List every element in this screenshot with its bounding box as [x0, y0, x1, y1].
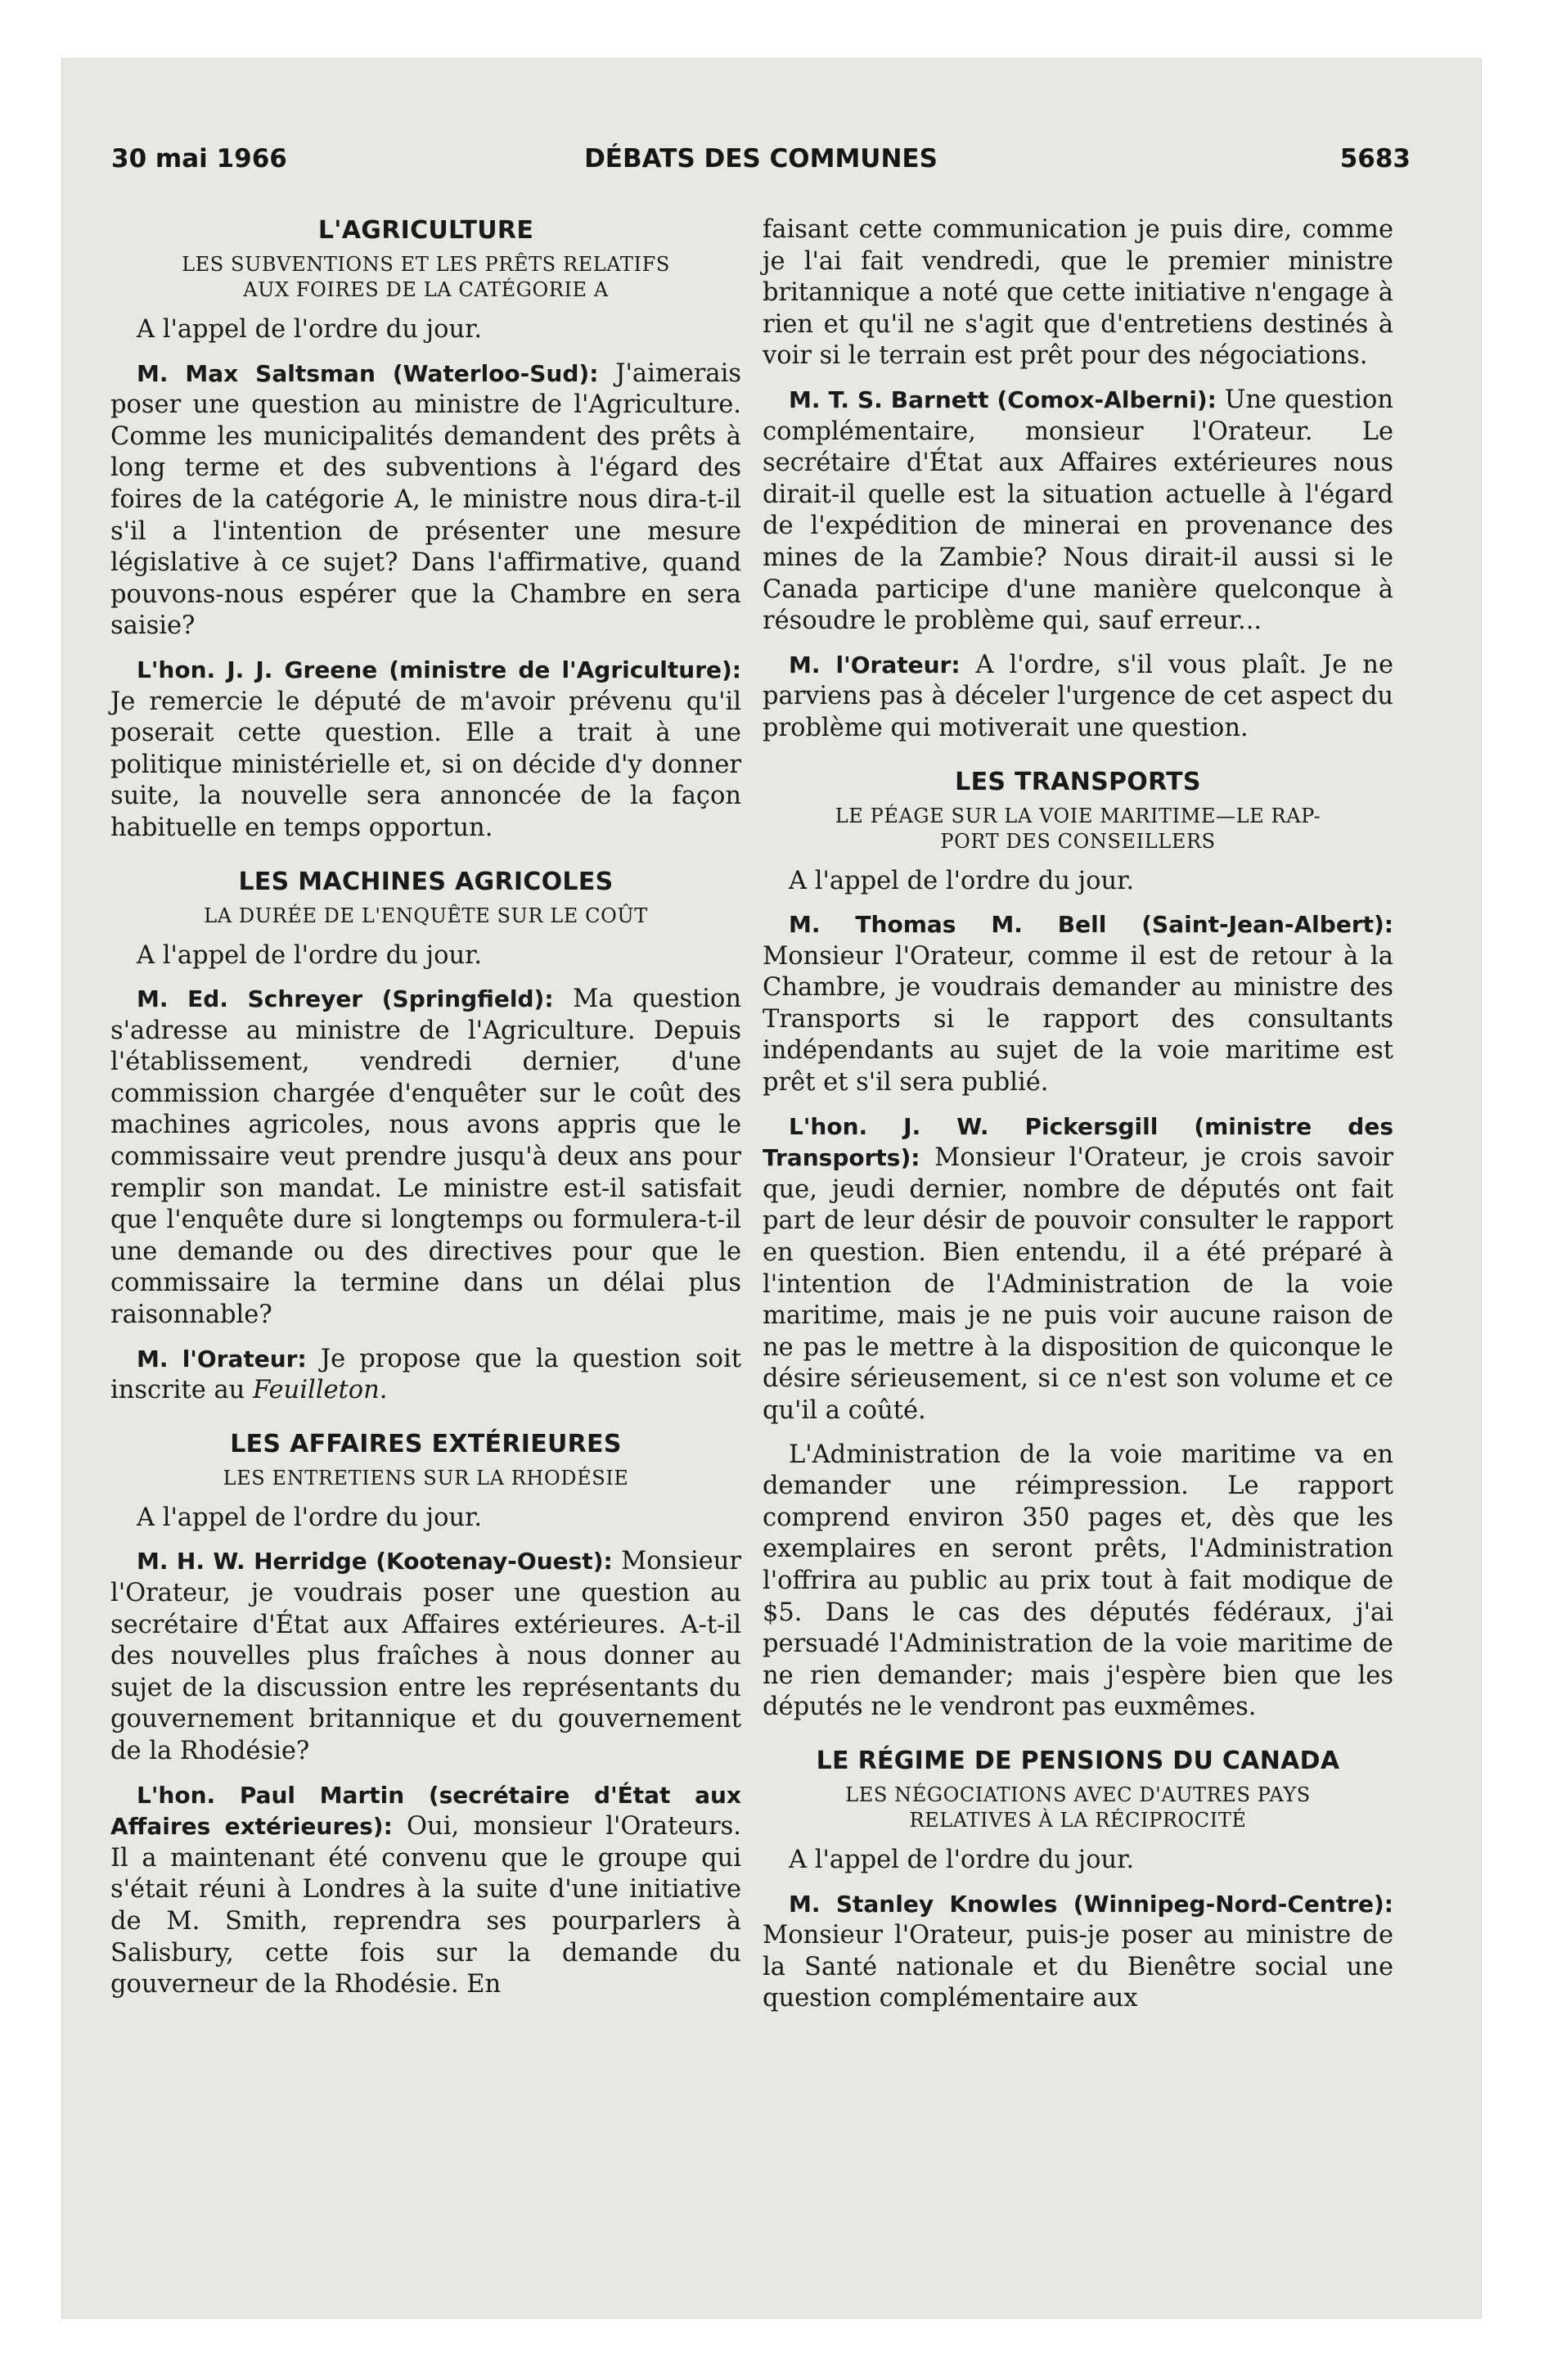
- speech-continuation: faisant cette communication je puis dire, comme je l'ai fait vendredi, que le premier ministre britannique a noté que cette initiative n'engage à rien et qu'il ne s'agit que d'entretiens destinés à voir si le terrain est prêt pour des négociations.: [763, 215, 1393, 371]
- speech-paragraph: [110, 358, 741, 642]
- heading-agriculture: L'AGRICULTURE: [317, 216, 534, 245]
- speaker-name: M. H. W. Herridge (Kootenay-Ouest):: [137, 1548, 613, 1575]
- subheading-line: PORT DES CONSEILLERS: [940, 829, 1216, 853]
- speech-text: Monsieur l'Orateur, comme il est de retour à la Chambre, je voudrais demander au ministre des Transports si le rapport des consultants indépendants au sujet de la voie maritime est prêt et s'il sera publié.: [763, 941, 1393, 1098]
- speech-text: Une question complémentaire, monsieur l'Orateur. Le secrétaire d'État aux Affaires extérieures nous dirait-il quelle est la situation actuelle à l'égard de l'expédition de minerai en provenance des mines de la Zambie? Nous dirait-il aussi si le Canada participe d'une manière quelconque à résoudre le problème qui, sauf erreur...: [763, 385, 1394, 636]
- speech-paragraph: [763, 650, 1393, 745]
- speech-paragraph: [763, 1111, 1393, 1427]
- subheading-line: LES NÉGOCIATIONS AVEC D'AUTRES PAYS: [845, 1783, 1311, 1806]
- speech-paragraph: L'Administration de la voie maritime va en demander une réimpression. Le rapport comprend environ 350 pages et, dès que les exemplaires en seront prêts, l'Administration l'offrira au public au prix tout à fait modique de $5. Dans le cas des députés fédéraux, j'ai persuadé l'Administration de la voie maritime de ne rien demander; mais j'espère bien que les députés ne le vendront pas euxmêmes.: [763, 1440, 1393, 1722]
- speech-text: Je propose que la question soit inscrite au: [110, 1344, 741, 1405]
- speech-text: Je remercie le député de m'avoir prévenu qu'il poserait cette question. Elle a trait à une politique ministérielle et, si on décide d'y donner suite, la nouvelle sera annoncée de la façon habituelle en temps opportun.: [110, 687, 741, 842]
- subheading-agriculture: [110, 252, 741, 303]
- speaker-name: L'hon. Paul Martin (secrétaire d'État aux Affaires extérieures):: [110, 1781, 741, 1841]
- heading-transports: LES TRANSPORTS: [955, 767, 1201, 796]
- header-page-number: 5683: [1339, 144, 1411, 174]
- speaker-name: M. l'Orateur:: [137, 1345, 307, 1373]
- speaker-name: L'hon. J. W. Pickersgill (ministre des Transports):: [763, 1112, 1393, 1172]
- speech-paragraph: [110, 1780, 741, 2001]
- order-of-day: A l'appel de l'ordre du jour.: [789, 866, 1135, 895]
- subheading-transports: [763, 804, 1393, 854]
- speaker-name: M. Thomas M. Bell (Saint-Jean-Albert):: [789, 911, 1393, 939]
- heading-pensions: LE RÉGIME DE PENSIONS DU CANADA: [816, 1746, 1340, 1775]
- order-of-day: A l'appel de l'ordre du jour.: [137, 1503, 483, 1532]
- speech-text: A l'ordre, s'il vous plaît. Je ne parviens pas à déceler l'urgence de cet aspect du problème qui motiverait une question.: [763, 650, 1393, 742]
- italic-feuilleton: Feuilleton.: [253, 1376, 388, 1405]
- speaker-name: M. Ed. Schreyer (Springfield):: [137, 985, 554, 1013]
- order-of-day: A l'appel de l'ordre du jour.: [137, 940, 483, 970]
- heading-machines: LES MACHINES AGRICOLES: [238, 867, 614, 896]
- speaker-name: L'hon. J. J. Greene (ministre de l'Agriculture):: [137, 656, 741, 683]
- speech-text: Ma question s'adresse au ministre de l'Agriculture. Depuis l'établissement, vendredi dernier, d'une commission chargée d'enquêter sur le coût des machines agricoles, nous avons appris que le commissaire veut prendre jusqu'à deux ans pour remplir son mandat. Le ministre est-il satisfait que l'enquête dure si longtemps ou formulera-t-il une demande ou des directives pour que le commissaire la termine dans un délai plus raisonnable?: [110, 985, 742, 1330]
- speaker-name: M. l'Orateur:: [789, 651, 961, 678]
- header-date: 30 mai 1966: [111, 144, 287, 174]
- speech-paragraph: [763, 385, 1393, 638]
- subheading-affaires: LES ENTRETIENS SUR LA RHODÉSIE: [223, 1466, 629, 1490]
- speech-paragraph: [110, 1344, 741, 1407]
- left-column: [110, 214, 741, 2013]
- subheading-line: AUX FOIRES DE LA CATÉGORIE A: [243, 278, 609, 301]
- speech-paragraph: [763, 1889, 1393, 2015]
- subheading-pensions: [763, 1783, 1393, 1833]
- subheading-machines: LA DURÉE DE L'ENQUÊTE SUR LE COÛT: [204, 904, 648, 927]
- running-header: [111, 144, 1411, 185]
- subheading-line: LES SUBVENTIONS ET LES PRÊTS RELATIFS: [182, 253, 670, 276]
- order-of-day: A l'appel de l'ordre du jour.: [789, 1845, 1135, 1874]
- subheading-line: LE PÉAGE SUR LA VOIE MARITIME—LE RAP-: [835, 804, 1321, 827]
- speech-text: Monsieur l'Orateur, je crois savoir que, jeudi dernier, nombre de députés ont fait part de leur désir de pouvoir consulter le rapport en question. Bien entendu, il a été préparé à l'intention de l'Administration de la voie maritime, mais je ne puis voir aucune raison de ne pas le mettre à la disposition de quiconque le désire sérieusement, si ce n'est son volume et ce qu'il a coûté.: [763, 1143, 1393, 1425]
- speech-paragraph: [110, 1546, 741, 1767]
- speaker-name: M. Stanley Knowles (Winnipeg-Nord-Centre):: [789, 1890, 1393, 1918]
- speech-text: Oui, monsieur l'Orateurs. Il a maintenant été convenu que le groupe qui s'était réuni à Londres à la suite d'une initiative de M. Smith, reprendra ses pourparlers à Salisbury, cette fois sur la demande du gouverneur de la Rhodésie. En: [110, 1812, 741, 1999]
- heading-affaires: LES AFFAIRES EXTÉRIEURES: [230, 1429, 622, 1458]
- speech-text: Monsieur l'Orateur, puis-je poser au ministre de la Santé nationale et du Bienêtre social une question complémentaire aux: [763, 1921, 1393, 2013]
- right-column: [763, 214, 1393, 2027]
- speaker-name: M. Max Saltsman (Waterloo-Sud):: [137, 359, 599, 387]
- speech-paragraph: [110, 984, 741, 1332]
- header-title: DÉBATS DES COMMUNES: [584, 144, 938, 174]
- speech-paragraph: [763, 909, 1393, 1099]
- speech-text: J'aimerais poser une question au ministre de l'Agriculture. Comme les municipalités demandent des prêts à long terme et des subventions à l'égard des foires de la catégorie A, le ministre nous dira-t-il s'il a l'intention de présenter une mesure législative à ce sujet? Dans l'affirmative, quand pouvons-nous espérer que la Chambre en sera saisie?: [110, 358, 741, 641]
- speech-text: Monsieur l'Orateur, je voudrais poser une question au secrétaire d'État aux Affaires extérieures. A-t-il des nouvelles plus fraîches à nous donner au sujet de la discussion entre les représentants du gouvernement britannique et du gouvernement de la Rhodésie?: [110, 1547, 741, 1765]
- speech-paragraph: [110, 655, 741, 845]
- subheading-line: RELATIVES À LA RÉCIPROCITÉ: [909, 1808, 1247, 1832]
- order-of-day: A l'appel de l'ordre du jour.: [137, 315, 483, 344]
- speaker-name: M. T. S. Barnett (Comox-Alberni):: [789, 385, 1217, 413]
